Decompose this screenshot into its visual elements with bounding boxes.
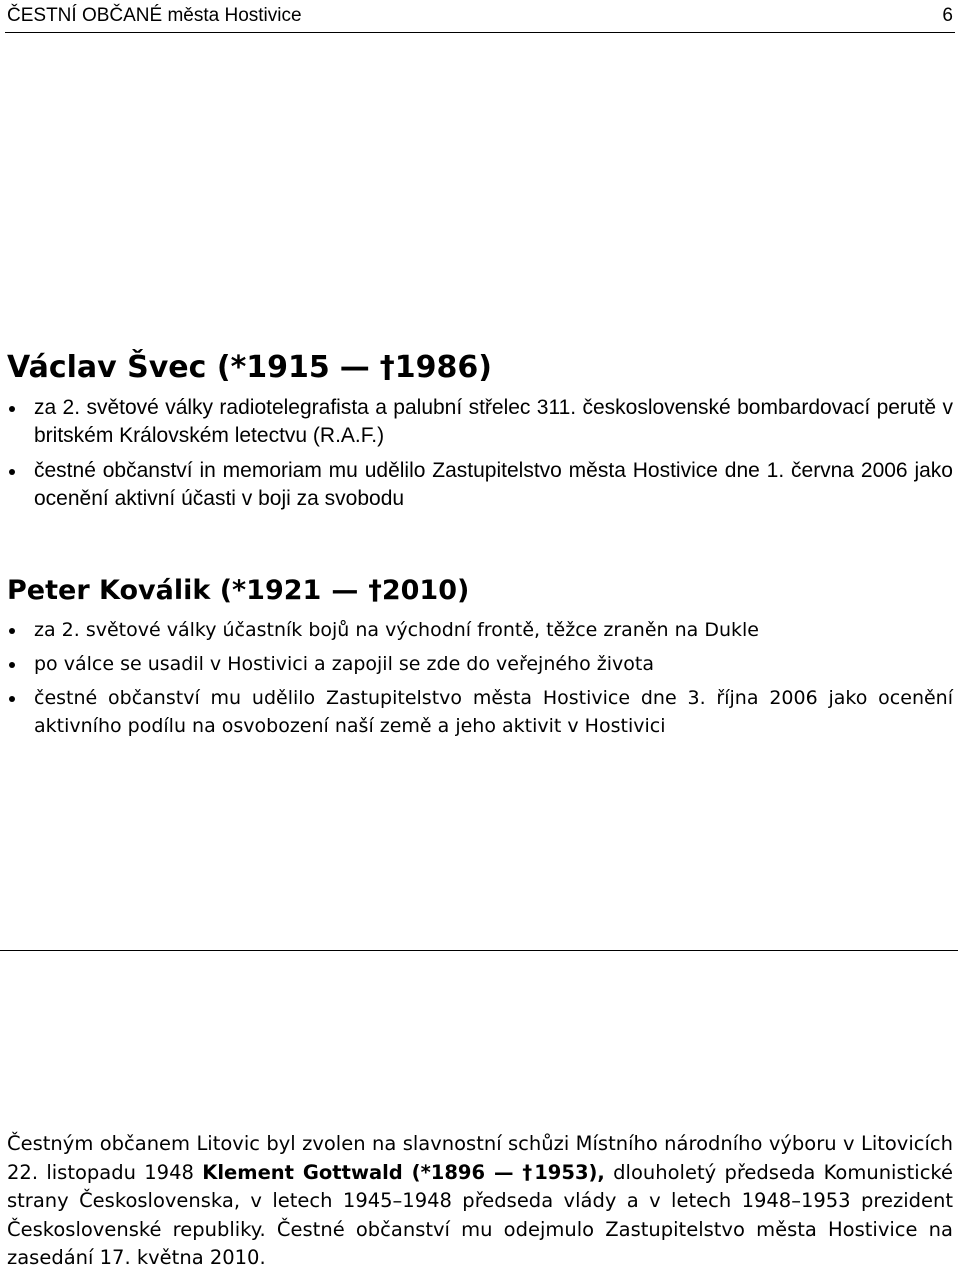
list-item [0, 650, 953, 678]
section-list-peter-kovalik [0, 616, 953, 746]
list-item [0, 616, 953, 644]
dagger-icon: † [379, 350, 395, 385]
bullet-icon [9, 628, 15, 634]
title-death: 2010) [381, 575, 470, 606]
title-name-birth: Peter Koválik (*1921 [7, 575, 322, 606]
dagger-icon: † [368, 575, 382, 606]
note-text-before: Čestným občanem Litovic byl zvolen na slavnostní schůzi Místního národního výboru v Litovicích 22. listopadu 1948 [7, 1132, 953, 1184]
page-header [7, 4, 953, 30]
bullet-icon [9, 696, 15, 702]
bullet-icon [9, 469, 15, 475]
list-item [0, 457, 953, 513]
title-death: 1986) [394, 350, 492, 385]
list-item [0, 684, 953, 740]
note-text-after: dlouholetý předseda Komunistické strany Československa, v letech 1945–1948 předseda vlády a v letech 1948–1953 prezident Československé republiky. Čestné občanství mu odejmulo Zastupitelstvo města Hostivice na zasedání 17. května 2010. [7, 1160, 954, 1269]
note-bold-name: Klement Gottwald (*1896 — †1953), [202, 1160, 605, 1184]
bullet-icon [9, 406, 15, 412]
list-item-text: za 2. světové války účastník bojů na východní frontě, těžce zraněn na Dukle [34, 619, 759, 641]
header-rule [5, 32, 955, 33]
section-title-vaclav-svec [7, 348, 492, 388]
list-item-text: po válce se usadil v Hostivici a zapojil se zde do veřejného života [34, 653, 654, 675]
title-dash: — [331, 575, 359, 606]
page-number: 6 [942, 5, 953, 26]
gottwald-note [7, 1130, 953, 1273]
list-item-text: za 2. světové války radiotelegrafista a palubní střelec 311. československé bombardovací perutě v britském Královském letectvu (R.A.F.) [34, 396, 953, 447]
title-name-birth: Václav Švec (*1915 [7, 350, 330, 385]
list-item-text: čestné občanství mu udělilo Zastupitelstvo města Hostivice dne 3. října 2006 jako ocenění aktivního podílu na osvobození naší země a jeho aktivit v Hostivici [34, 687, 953, 737]
section-divider [0, 950, 958, 951]
section-list-vaclav-svec [0, 394, 953, 520]
title-dash: — [339, 350, 370, 385]
header-title: ČESTNÍ OBČANÉ města Hostivice [7, 5, 302, 26]
bullet-icon [9, 662, 15, 668]
section-title-peter-kovalik [7, 573, 469, 609]
list-item [0, 394, 953, 450]
list-item-text: čestné občanství in memoriam mu udělilo Zastupitelstvo města Hostivice dne 1. června 2006 jako ocenění aktivní účasti v boji za svobodu [34, 459, 953, 510]
